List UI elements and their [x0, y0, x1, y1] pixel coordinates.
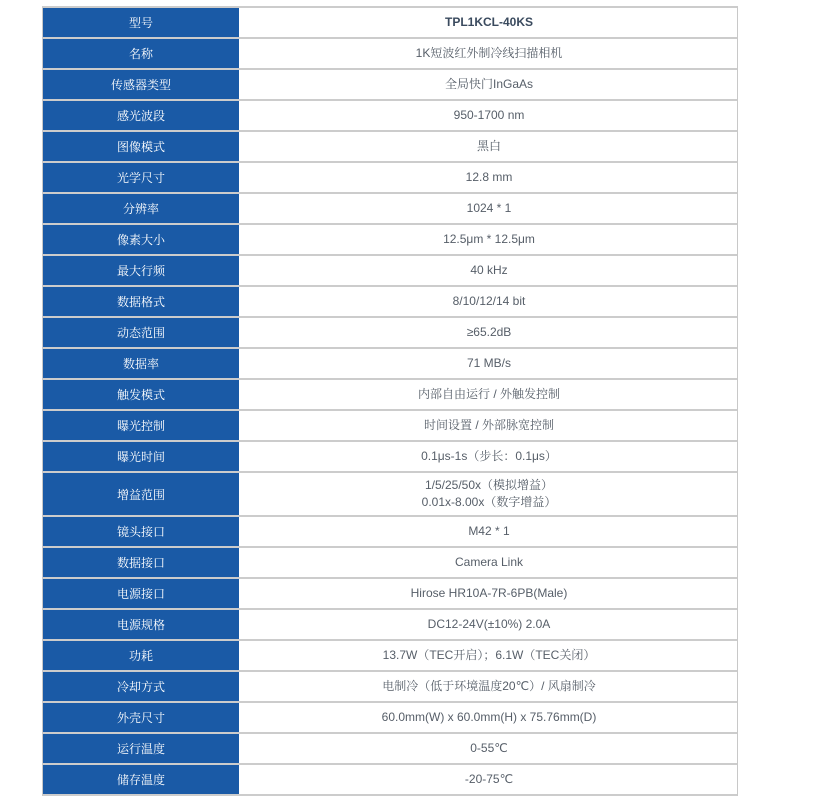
spec-label: 运行温度: [43, 734, 241, 763]
spec-value: [241, 287, 737, 316]
spec-label: 电源接口: [43, 579, 241, 608]
spec-value-line: 0-55℃: [470, 741, 508, 755]
table-row: [43, 442, 737, 473]
spec-value-line: 12.5μm * 12.5μm: [443, 232, 535, 246]
table-row: [43, 194, 737, 225]
table-row: [43, 672, 737, 703]
spec-value-line: 内部自由运行 / 外触发控制: [417, 387, 560, 401]
spec-label: 感光波段: [43, 101, 241, 130]
spec-value-line: 1/5/25/50x（模拟增益）: [424, 478, 554, 492]
spec-value: [241, 517, 737, 546]
spec-label: 曝光时间: [43, 442, 241, 471]
table-row: [43, 8, 737, 39]
table-row: [43, 70, 737, 101]
spec-value-line: -20-75℃: [464, 772, 514, 786]
table-row: [43, 765, 737, 796]
table-row: [43, 411, 737, 442]
table-row: [43, 225, 737, 256]
table-row: [43, 163, 737, 194]
spec-value: [241, 70, 737, 99]
spec-value: [241, 765, 737, 794]
spec-value: [241, 411, 737, 440]
table-row: [43, 349, 737, 380]
spec-value-line: 40 kHz: [470, 263, 508, 277]
table-row: [43, 579, 737, 610]
spec-value: [241, 610, 737, 639]
table-row: [43, 256, 737, 287]
spec-label: 分辨率: [43, 194, 241, 223]
spec-value-line: 71 MB/s: [466, 356, 511, 370]
spec-value: [241, 734, 737, 763]
spec-value: [241, 473, 737, 515]
spec-value-line: ≥65.2dB: [466, 325, 512, 339]
spec-value: [241, 39, 737, 68]
spec-value: [241, 579, 737, 608]
spec-label: 型号: [43, 8, 241, 37]
spec-label: 光学尺寸: [43, 163, 241, 192]
spec-value: [241, 641, 737, 670]
spec-label: 镜头接口: [43, 517, 241, 546]
table-row: [43, 641, 737, 672]
spec-value-line: DC12-24V(±10%) 2.0A: [427, 617, 551, 631]
spec-value: [241, 318, 737, 347]
spec-value-line: 黑白: [476, 139, 501, 153]
spec-value: [241, 132, 737, 161]
spec-label: 数据接口: [43, 548, 241, 577]
spec-value-line: 全局快门InGaAs: [444, 77, 534, 91]
spec-label: 增益范围: [43, 473, 241, 515]
spec-value-line: 0.1μs-1s（步长：0.1μs）: [421, 449, 557, 463]
spec-value-line: 8/10/12/14 bit: [452, 294, 526, 308]
spec-label: 冷却方式: [43, 672, 241, 701]
spec-value-line: 60.0mm(W) x 60.0mm(H) x 75.76mm(D): [381, 710, 597, 724]
spec-value: [241, 163, 737, 192]
spec-value-line: 950-1700 nm: [453, 108, 525, 122]
spec-value: [241, 194, 737, 223]
spec-value: [241, 703, 737, 732]
spec-value-line: 0.01x-8.00x（数字增益）: [421, 495, 557, 509]
table-row: [43, 703, 737, 734]
spec-value: [241, 548, 737, 577]
spec-label: 曝光控制: [43, 411, 241, 440]
spec-value-line: 1024 * 1: [466, 201, 512, 215]
spec-label: 数据格式: [43, 287, 241, 316]
table-row: [43, 132, 737, 163]
spec-value: [241, 349, 737, 378]
spec-label: 数据率: [43, 349, 241, 378]
table-row: [43, 380, 737, 411]
spec-label: 动态范围: [43, 318, 241, 347]
table-row: [43, 610, 737, 641]
spec-value: [241, 101, 737, 130]
spec-value: [241, 672, 737, 701]
spec-value-line: 13.7W（TEC开启）；6.1W（TEC关闭）: [382, 648, 596, 662]
spec-value: [241, 442, 737, 471]
spec-value-line: TPL1KCL-40KS: [444, 15, 533, 29]
spec-label: 名称: [43, 39, 241, 68]
table-row: [43, 39, 737, 70]
spec-value-line: Camera Link: [454, 555, 524, 569]
spec-label: 像素大小: [43, 225, 241, 254]
spec-label: 触发模式: [43, 380, 241, 409]
spec-value-line: M42 * 1: [468, 524, 510, 538]
spec-label: 储存温度: [43, 765, 241, 794]
spec-label: 最大行频: [43, 256, 241, 285]
table-row: [43, 473, 737, 517]
spec-label: 传感器类型: [43, 70, 241, 99]
table-row: [43, 287, 737, 318]
table-row: [43, 548, 737, 579]
spec-value-line: 1K短波红外制冷线扫描相机: [415, 46, 563, 60]
spec-value-line: 时间设置 / 外部脉宽控制: [423, 418, 554, 432]
table-row: [43, 318, 737, 349]
spec-label: 图像模式: [43, 132, 241, 161]
spec-value: [241, 380, 737, 409]
table-row: [43, 517, 737, 548]
spec-label: 功耗: [43, 641, 241, 670]
table-row: [43, 101, 737, 132]
table-row: [43, 734, 737, 765]
spec-label: 外壳尺寸: [43, 703, 241, 732]
spec-label: 电源规格: [43, 610, 241, 639]
spec-value: [241, 8, 737, 37]
spec-value: [241, 225, 737, 254]
spec-value: [241, 256, 737, 285]
spec-value-line: Hirose HR10A-7R-6PB(Male): [410, 586, 568, 600]
spec-value-line: 12.8 mm: [465, 170, 513, 184]
spec-table: [42, 6, 738, 796]
spec-value-line: 电制冷（低于环境温度20℃）/ 风扇制冷: [382, 679, 596, 693]
